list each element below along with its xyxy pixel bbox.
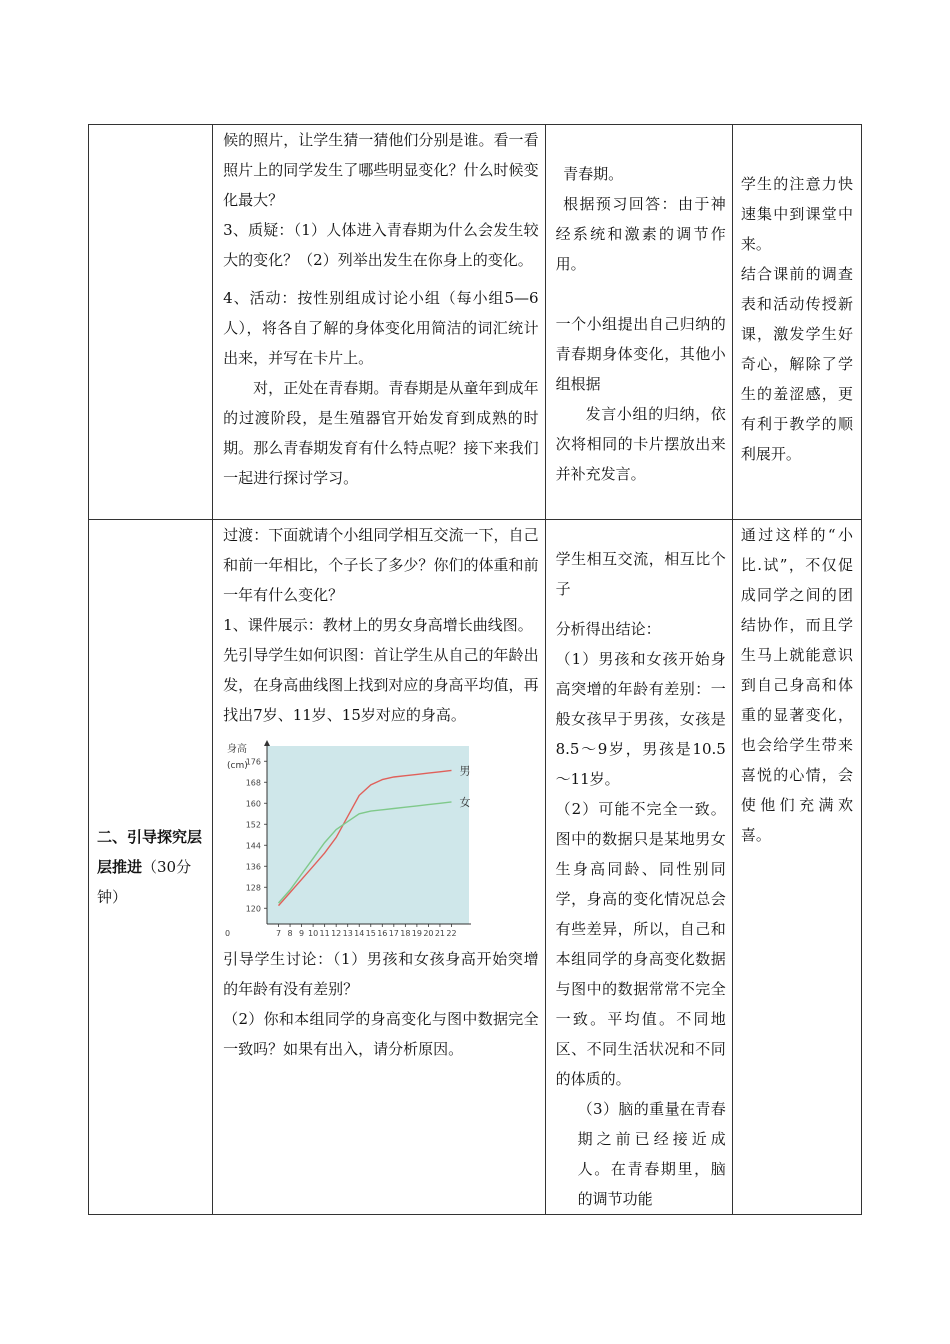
- teacher-activity-cell: [213, 520, 545, 1215]
- height-growth-chart: [223, 734, 513, 944]
- design-intent-cell: [732, 125, 861, 520]
- y-tick-label: 160: [245, 799, 262, 809]
- design-intent-cell: [732, 520, 861, 1215]
- y-tick-label: 136: [245, 862, 262, 872]
- x-tick-label: 22: [446, 929, 457, 938]
- x-tick-label: 8: [287, 929, 293, 938]
- teacher-text: 4、活动：按性别组成讨论小组（每小组5—6人），将各自了解的身体变化用简洁的词汇统计出来，并写在卡片上。: [223, 289, 539, 367]
- x-tick-label: 12: [331, 929, 342, 938]
- student-text: 分析得出结论：: [555, 620, 661, 638]
- y-tick-label: 176: [245, 757, 262, 767]
- student-text: 一个小组提出自己归纳的青春期身体变化，其他小组根据: [555, 315, 726, 393]
- intent-text: 结合课前的调查表和活动传授新课，激发学生好奇心，解除了学生的羞涩感，更有利于教学的顺利展开。: [740, 265, 853, 463]
- x-tick-label: 21: [435, 929, 446, 938]
- x-tick-label: 19: [411, 929, 423, 938]
- y-axis-unit: (cm): [227, 761, 248, 771]
- x-tick-label: 18: [400, 929, 411, 938]
- y-tick-label: 152: [245, 820, 262, 830]
- table-row: [89, 520, 862, 1215]
- student-activity-cell: [545, 520, 732, 1215]
- teacher-text: 引导学生讨论：（1）男孩和女孩身高开始突增的年龄有没有差别？: [223, 950, 539, 998]
- student-text: （2）可能不完全一致。图中的数据只是某地男女生身高同龄、同性别同学，身高的变化情况总会有些差异，所以，自己和本组同学的身高变化数据与图中的数据常常不完全一致。平均值。不同地区、不同生活状况和不同的体质的。: [555, 800, 726, 1088]
- section-duration: （30分钟）: [97, 858, 192, 906]
- x-tick-label: 17: [388, 929, 400, 938]
- student-text: 学生相互交流，相互比个子: [555, 550, 726, 598]
- teacher-text: 1、课件展示：教材上的男女身高增长曲线图。: [223, 616, 533, 634]
- student-text: （1）男孩和女孩开始身高突增的年龄有差别：一般女孩早于男孩，女孩是8.5～9岁，男孩是10.5 ～11岁。: [555, 650, 726, 788]
- y-tick-label: 168: [245, 778, 262, 788]
- y-tick-label: 128: [245, 883, 262, 893]
- teacher-text: 先引导学生如何识图：首让学生从自己的年龄出发，在身高曲线图上找到对应的身高平均值，再找出7岁、11岁、15岁对应的身高。: [223, 646, 539, 724]
- intent-text: 学生的注意力快速集中到课堂中来。: [740, 175, 853, 253]
- lesson-plan-table: [88, 124, 862, 1215]
- student-text: 根据预习回答：由于神经系统和激素的调节作用。: [555, 195, 726, 273]
- x-tick-label: 7: [276, 929, 282, 938]
- student-text: 青春期。: [563, 165, 624, 183]
- x-origin-label: 0: [225, 929, 231, 938]
- x-tick-label: 11: [319, 929, 330, 938]
- teacher-text: 对，正处在青春期。青春期是从童年到成年的过渡阶段，是生殖器官开始发育到成熟的时期。那么青春期发育有什么特点呢？接下来我们一起进行探讨学习。: [223, 379, 539, 487]
- y-tick-label: 120: [245, 904, 262, 914]
- student-text: 发言小组的归纳，依次将相同的卡片摆放出来并补充发言。: [555, 405, 726, 483]
- table-row: [89, 125, 862, 520]
- chart-plot-background: [267, 746, 469, 924]
- teacher-activity-cell: [213, 125, 545, 520]
- x-tick-label: 20: [423, 929, 434, 938]
- x-tick-label: 14: [354, 929, 365, 938]
- x-tick-label: 13: [342, 929, 353, 938]
- series-label: 女: [459, 795, 471, 809]
- teacher-text: 3、质疑：（1）人体进入青春期为什么会发生较大的变化？（2）列举出发生在你身上的变化。: [223, 221, 539, 269]
- x-tick-label: 10: [308, 929, 319, 938]
- section-title: 二、引导探究层层推进: [97, 828, 203, 876]
- y-axis-label: 身高: [227, 744, 248, 755]
- intent-text: 通过这样的“小比.试”，不仅促成同学之间的团结协作，而且学生马上就能意识到自己身高和体重的显著变化，也会给学生带来喜悦的心情，会使他们充满欢喜。: [740, 526, 853, 844]
- stage-cell: [89, 520, 213, 1215]
- student-activity-cell: [545, 125, 732, 520]
- x-tick-label: 9: [299, 929, 305, 938]
- teacher-text: 过渡：下面就请个小组同学相互交流一下，自己和前一年相比，个子长了多少？你们的体重和前一年有什么变化？: [223, 526, 539, 604]
- x-tick-label: 16: [377, 929, 388, 938]
- student-text: （3）脑的重量在青春期之前已经接近成人。在青春期里，脑的调节功能: [577, 1100, 726, 1208]
- x-tick-label: 15: [365, 929, 377, 938]
- y-axis-arrow: [264, 740, 270, 746]
- y-tick-label: 144: [245, 841, 262, 851]
- stage-cell-empty: [89, 125, 213, 520]
- teacher-text: 候的照片，让学生猜一猜他们分别是谁。看一看照片上的同学发生了哪些明显变化？什么时候变化最大？: [223, 131, 539, 209]
- series-label: 男: [459, 764, 471, 778]
- teacher-text: （2）你和本组同学的身高变化与图中数据完全一致吗？如果有出入，请分析原因。: [223, 1010, 539, 1058]
- height-growth-chart-svg: [223, 734, 513, 944]
